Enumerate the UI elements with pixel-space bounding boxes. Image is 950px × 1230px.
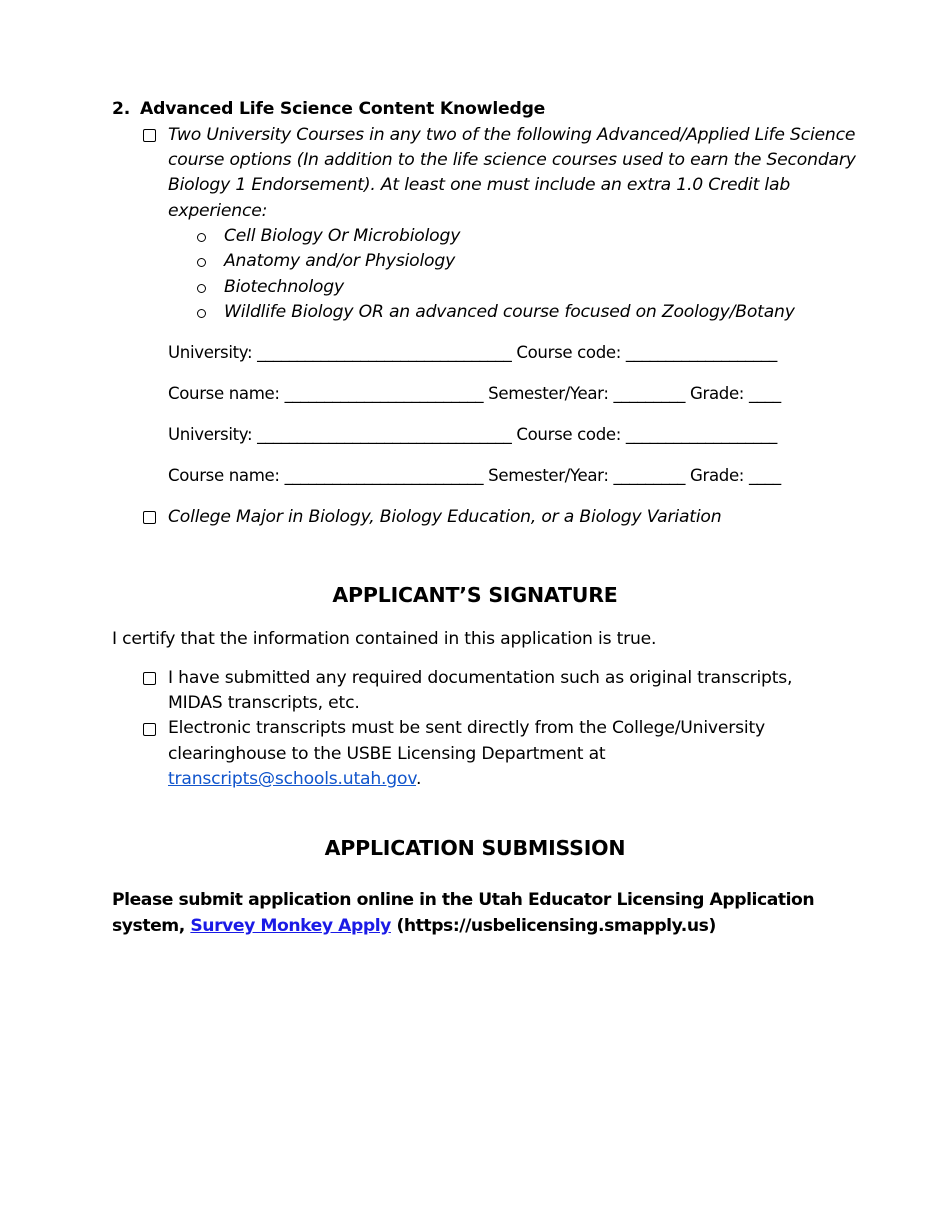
course2-name-line[interactable]: Course name: _________________________ Semester/Year: _________ Grade: ____	[168, 466, 781, 485]
option1-line-4: experience:	[168, 201, 268, 221]
course1-university-line[interactable]: University: ________________________________ Course code: ___________________	[168, 343, 777, 362]
section-title: Advanced Life Science Content Knowledge	[140, 99, 546, 119]
option1-line-2: course options (In addition to the life science courses used to earn the Secondary	[168, 150, 856, 170]
bullet-icon	[197, 258, 206, 267]
list-item: Anatomy and/or Physiology	[224, 251, 456, 271]
submission-heading: APPLICATION SUBMISSION	[324, 836, 626, 860]
option2-text: College Major in Biology, Biology Education, or a Biology Variation	[168, 507, 722, 527]
bullet-icon	[197, 233, 206, 242]
email-suffix: .	[415, 769, 422, 789]
transcripts-line-1: Electronic transcripts must be sent directly from the College/University	[168, 718, 765, 738]
list-item: Wildlife Biology OR an advanced course focused on Zoology/Botany	[224, 302, 795, 322]
certify-text: I certify that the information contained in this application is true.	[112, 629, 657, 649]
documentation-checkbox[interactable]	[143, 672, 156, 685]
survey-monkey-apply-link[interactable]: Survey Monkey Apply	[190, 916, 391, 936]
list-item: Biotechnology	[224, 277, 344, 297]
submission-line-2	[112, 916, 716, 936]
documentation-line-1: I have submitted any required documentation such as original transcripts,	[168, 668, 793, 688]
option1-line-1: Two University Courses in any two of the following Advanced/Applied Life Science	[168, 125, 856, 145]
submission-line-1: Please submit application online in the Utah Educator Licensing Application	[112, 890, 815, 910]
option1-line-3: Biology 1 Endorsement). At least one must include an extra 1.0 Credit lab	[168, 175, 791, 195]
section-number: 2.	[112, 99, 131, 119]
transcripts-line-2: clearinghouse to the USBE Licensing Department at	[168, 744, 606, 764]
email-line	[168, 769, 421, 789]
course1-name-line[interactable]: Course name: _________________________ Semester/Year: _________ Grade: ____	[168, 384, 781, 403]
option-two-courses-checkbox[interactable]	[143, 129, 156, 142]
option-college-major-checkbox[interactable]	[143, 511, 156, 524]
transcripts-email-link[interactable]: transcripts@schools.utah.gov	[168, 769, 416, 789]
list-item: Cell Biology Or Microbiology	[224, 226, 461, 246]
transcripts-checkbox[interactable]	[143, 723, 156, 736]
bullet-icon	[197, 309, 206, 318]
bullet-icon	[197, 284, 206, 293]
signature-heading: APPLICANT’S SIGNATURE	[332, 583, 618, 607]
documentation-line-2: MIDAS transcripts, etc.	[168, 693, 360, 713]
course2-university-line[interactable]: University: ________________________________ Course code: ___________________	[168, 425, 777, 444]
submission-prefix: system,	[112, 916, 191, 936]
submission-url: (https://usbelicensing.smapply.us)	[390, 916, 716, 936]
